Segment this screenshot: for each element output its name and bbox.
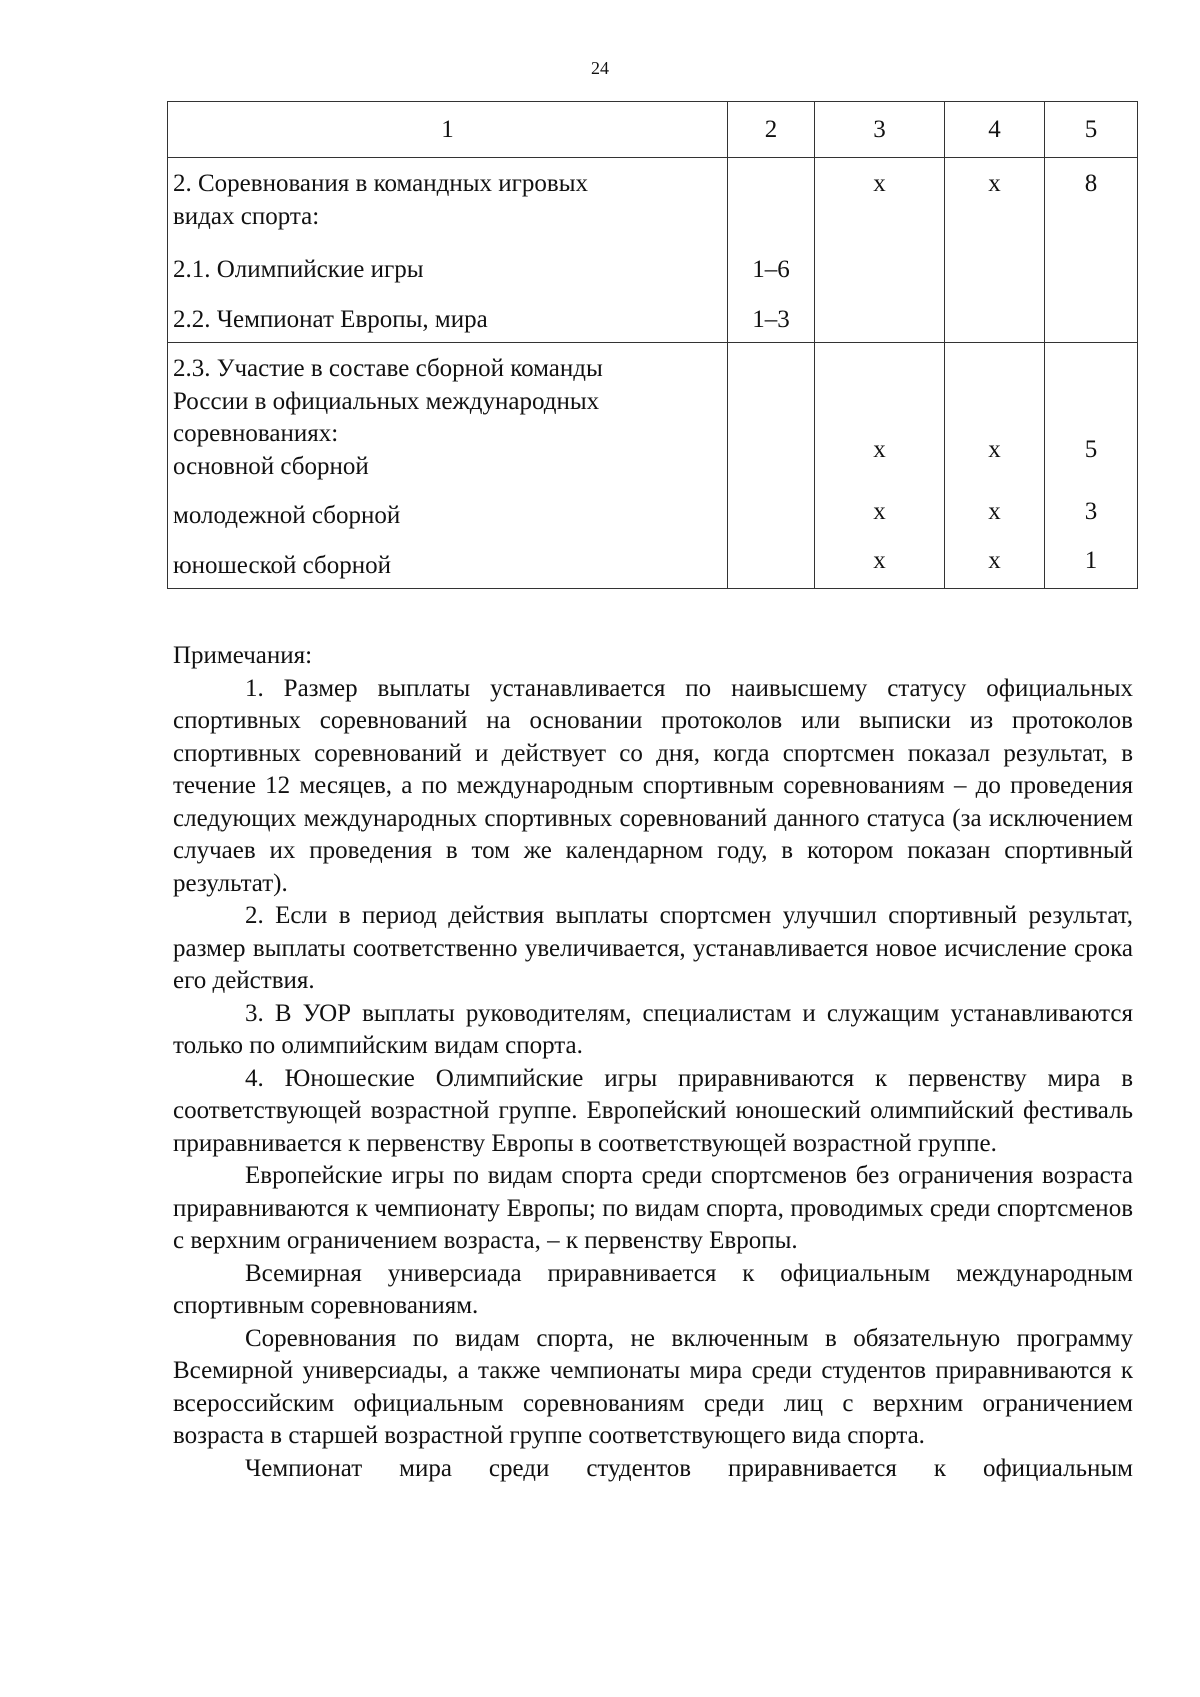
row-junior-team-col4: х [988,547,1001,574]
row-2-1-col2: 1–6 [752,256,790,283]
note-4-universiade: Всемирная универсиада приравнивается к официальным международным спортивным соревнованиям. [173,1259,1133,1319]
row-main-team-col4: х [988,436,1001,463]
note-4-student-championship: Чемпионат мира среди студентов приравнивается к официальным [245,1454,1133,1482]
section-2-3-title-line-3: соревнованиях: [173,420,339,447]
section-2-title-line-1: 2. Соревнования в командных игровых [173,170,588,197]
row-main-team-col5: 5 [1084,436,1098,463]
table-header-row [168,102,1138,158]
section-2-3-title-line-2: России в официальных международных [173,387,600,415]
header-col-5: 5 [1045,102,1138,158]
section-2-col4: х [988,170,1001,197]
section-2-col5: 8 [1084,170,1098,197]
section-2-3-title-line-1: 2.3. Участие в составе сборной команды [173,355,603,382]
row-main-team-label: основной сборной [173,452,369,480]
row-junior-team-col5: 1 [1084,547,1098,574]
note-4-european-games: Европейские игры по видам спорта среди спортсменов без ограничения возраста приравниваются к чемпионату Европы; по видам спорта, проводимых среди спортсменов с верхним ограничением возраста, – к первенству Европы. [173,1162,1133,1254]
section-2-title-line-2: видах спорта: [173,202,320,230]
row-main-team-col3: х [873,436,886,463]
section-2-col3: х [873,170,886,197]
header-col-3: 3 [815,102,945,158]
header-col-2: 2 [728,102,815,158]
row-youth-team-label: молодежной сборной [173,502,401,529]
row-junior-team-label: юношеской сборной [173,551,392,579]
row-2-2-label: 2.2. Чемпионат Европы, мира [173,305,488,333]
note-1: 1. Размер выплаты устанавливается по наивысшему статусу официальных спортивных соревнований на основании протоколов или выписки из протоколов спортивных соревнований и действует со дня, когда спортсмен показал результат, в течение 12 месяцев, а по международным спортивным соревнованиям – до проведения следующих международных спортивных соревнований данного статуса (за исключением случаев их проведения в том же календарном году, в котором показан спортивный результат). [173,674,1133,897]
row-youth-team-col4: х [988,497,1001,525]
header-col-4: 4 [945,102,1045,158]
note-4: 4. Юношеские Олимпийские игры приравниваются к первенству мира в соответствующей возрастной группе. Европейский юношеский олимпийский фестиваль приравнивается к первенству Европы в соответствующей возрастной группе. [173,1064,1133,1157]
table-row-section-2-3 [168,343,1138,589]
table-row-section-2 [168,158,1138,343]
row-2-1-label: 2.1. Олимпийские игры [173,256,424,283]
note-2: 2. Если в период действия выплаты спортсмен улучшил спортивный результат, размер выплаты соответственно увеличивается, устанавливается новое исчисление срока его действия. [173,902,1133,994]
note-3: 3. В УОР выплаты руководителям, специалистам и служащим устанавливаются только по олимпийским видам спорта. [173,999,1133,1059]
header-col-1: 1 [168,102,728,158]
row-junior-team-col3: х [873,547,886,574]
page-number: 24 [591,58,609,78]
row-youth-team-col3: х [873,497,886,525]
row-youth-team-col5: 3 [1084,497,1098,525]
row-2-2-col2: 1–3 [752,305,790,333]
payment-table [167,101,1138,589]
note-4-non-universiade-sports: Соревнования по видам спорта, не включенным в обязательную программу Всемирной универсиады, а также чемпионаты мира среди студентов приравниваются к всероссийским официальным соревнованиям среди лиц с верхним ограничением возраста в старшей возрастной группе соответствующего вида спорта. [173,1324,1133,1449]
notes-heading: Примечания: [173,642,313,669]
notes-section [173,640,1133,1485]
